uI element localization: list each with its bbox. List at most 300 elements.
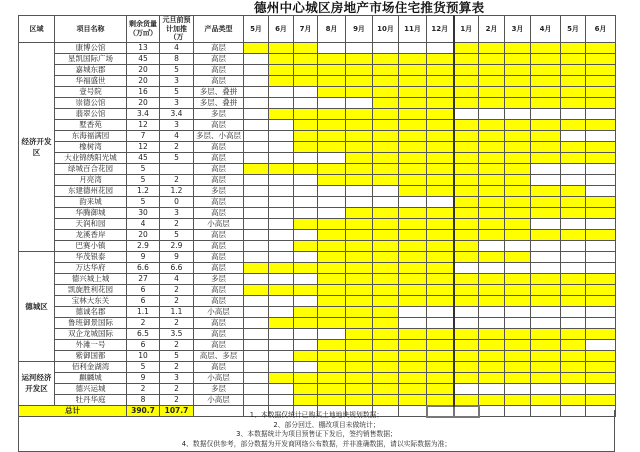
month-cell-scheduled[interactable] <box>373 361 399 372</box>
month-cell-empty[interactable] <box>244 185 269 196</box>
project-name-cell[interactable]: 德诚名郡 <box>55 306 127 317</box>
month-cell-scheduled[interactable] <box>454 141 479 152</box>
month-cell-empty[interactable] <box>586 251 616 262</box>
month-cell-scheduled[interactable] <box>427 339 454 350</box>
project-name-cell[interactable]: 龙溪香岸 <box>55 229 127 240</box>
month-cell-empty[interactable] <box>561 317 586 328</box>
month-cell-scheduled[interactable] <box>294 372 318 383</box>
product-type-cell[interactable]: 小高层 <box>194 218 244 229</box>
month-cell-empty[interactable] <box>244 130 269 141</box>
month-cell-empty[interactable] <box>586 218 616 229</box>
month-cell-empty[interactable] <box>505 240 531 251</box>
expected-cell[interactable]: 3.5 <box>160 328 194 339</box>
month-cell-scheduled[interactable] <box>294 119 318 130</box>
month-cell-empty[interactable] <box>505 383 531 394</box>
remaining-cell[interactable]: 30 <box>127 207 160 218</box>
month-cell-empty[interactable] <box>244 174 269 185</box>
remaining-cell[interactable]: 20 <box>127 64 160 75</box>
month-cell-scheduled[interactable] <box>244 42 269 53</box>
month-cell-scheduled[interactable] <box>479 196 505 207</box>
month-cell-empty[interactable] <box>505 306 531 317</box>
month-cell-scheduled[interactable] <box>294 163 318 174</box>
month-cell-scheduled[interactable] <box>346 207 373 218</box>
month-cell-scheduled[interactable] <box>427 163 454 174</box>
month-cell-empty[interactable] <box>294 152 318 163</box>
month-cell-scheduled[interactable] <box>454 196 479 207</box>
month-cell-scheduled[interactable] <box>454 251 479 262</box>
month-cell-scheduled[interactable] <box>427 108 454 119</box>
month-cell-scheduled[interactable] <box>269 108 294 119</box>
month-cell-empty[interactable] <box>269 218 294 229</box>
remaining-cell[interactable]: 13 <box>127 42 160 53</box>
expected-cell[interactable]: 2 <box>160 361 194 372</box>
month-cell-empty[interactable] <box>531 108 561 119</box>
month-cell-empty[interactable] <box>244 317 269 328</box>
month-cell-scheduled[interactable] <box>399 64 427 75</box>
month-cell-scheduled[interactable] <box>244 163 269 174</box>
month-cell-scheduled[interactable] <box>346 372 373 383</box>
month-cell-empty[interactable] <box>561 240 586 251</box>
month-cell-scheduled[interactable] <box>586 328 616 339</box>
month-cell-scheduled[interactable] <box>373 394 399 406</box>
expected-cell[interactable]: 4 <box>160 273 194 284</box>
month-cell-scheduled[interactable] <box>531 42 561 53</box>
month-cell-scheduled[interactable] <box>318 229 346 240</box>
product-type-cell[interactable]: 高层 <box>194 174 244 185</box>
month-cell-scheduled[interactable] <box>505 295 531 306</box>
remaining-cell[interactable]: 6 <box>127 295 160 306</box>
month-cell-scheduled[interactable] <box>586 350 616 361</box>
month-cell-empty[interactable] <box>318 328 346 339</box>
month-cell-scheduled[interactable] <box>505 394 531 406</box>
product-type-cell[interactable]: 高层 <box>194 229 244 240</box>
month-cell-scheduled[interactable] <box>346 141 373 152</box>
month-cell-scheduled[interactable] <box>505 196 531 207</box>
remaining-cell[interactable]: 20 <box>127 97 160 108</box>
month-cell-scheduled[interactable] <box>269 262 294 273</box>
month-cell-scheduled[interactable] <box>427 141 454 152</box>
month-cell-scheduled[interactable] <box>505 361 531 372</box>
product-type-cell[interactable]: 高层、多层 <box>194 350 244 361</box>
month-cell-scheduled[interactable] <box>399 119 427 130</box>
month-cell-scheduled[interactable] <box>561 229 586 240</box>
month-cell-scheduled[interactable] <box>479 185 505 196</box>
expected-cell[interactable]: 6.6 <box>160 262 194 273</box>
month-cell-empty[interactable] <box>269 350 294 361</box>
month-cell-scheduled[interactable] <box>454 350 479 361</box>
month-cell-scheduled[interactable] <box>373 75 399 86</box>
month-cell-empty[interactable] <box>561 251 586 262</box>
month-cell-empty[interactable] <box>294 273 318 284</box>
month-cell-scheduled[interactable] <box>346 273 373 284</box>
month-cell-empty[interactable] <box>586 240 616 251</box>
month-cell-empty[interactable] <box>244 350 269 361</box>
month-cell-scheduled[interactable] <box>479 53 505 64</box>
remaining-cell[interactable]: 27 <box>127 273 160 284</box>
month-cell-scheduled[interactable] <box>346 295 373 306</box>
month-cell-scheduled[interactable] <box>586 361 616 372</box>
month-cell-scheduled[interactable] <box>373 350 399 361</box>
month-cell-scheduled[interactable] <box>454 328 479 339</box>
month-cell-empty[interactable] <box>561 218 586 229</box>
month-cell-scheduled[interactable] <box>373 152 399 163</box>
month-cell-scheduled[interactable] <box>531 86 561 97</box>
month-cell-scheduled[interactable] <box>561 372 586 383</box>
project-name-cell[interactable]: 德兴城上城 <box>55 273 127 284</box>
month-cell-scheduled[interactable] <box>454 86 479 97</box>
month-cell-scheduled[interactable] <box>373 163 399 174</box>
month-cell-empty[interactable] <box>561 306 586 317</box>
month-cell-scheduled[interactable] <box>399 53 427 64</box>
month-cell-scheduled[interactable] <box>531 152 561 163</box>
month-cell-empty[interactable] <box>586 163 616 174</box>
month-cell-empty[interactable] <box>244 207 269 218</box>
project-name-cell[interactable]: 月亮湾 <box>55 174 127 185</box>
month-cell-scheduled[interactable] <box>586 372 616 383</box>
month-cell-scheduled[interactable] <box>399 163 427 174</box>
project-name-cell[interactable]: 崇德公馆 <box>55 97 127 108</box>
month-cell-empty[interactable] <box>269 229 294 240</box>
month-cell-scheduled[interactable] <box>294 394 318 406</box>
month-cell-empty[interactable] <box>269 207 294 218</box>
month-cell-scheduled[interactable] <box>399 273 427 284</box>
month-cell-scheduled[interactable] <box>318 163 346 174</box>
month-cell-scheduled[interactable] <box>346 361 373 372</box>
month-cell-empty[interactable] <box>269 130 294 141</box>
month-cell-scheduled[interactable] <box>318 372 346 383</box>
expected-cell[interactable]: 2 <box>160 383 194 394</box>
month-cell-empty[interactable] <box>427 306 454 317</box>
project-name-cell[interactable]: 东建德州花园 <box>55 185 127 196</box>
month-cell-scheduled[interactable] <box>479 251 505 262</box>
month-cell-empty[interactable] <box>561 108 586 119</box>
month-cell-scheduled[interactable] <box>427 218 454 229</box>
remaining-cell[interactable]: 20 <box>127 75 160 86</box>
project-name-cell[interactable]: 双企龙城国际 <box>55 328 127 339</box>
month-cell-scheduled[interactable] <box>346 108 373 119</box>
expected-cell[interactable]: 8 <box>160 53 194 64</box>
remaining-cell[interactable]: 5 <box>127 174 160 185</box>
month-cell-empty[interactable] <box>294 339 318 350</box>
expected-cell[interactable]: 5 <box>160 229 194 240</box>
month-cell-scheduled[interactable] <box>244 284 269 295</box>
month-cell-scheduled[interactable] <box>505 86 531 97</box>
month-cell-scheduled[interactable] <box>505 284 531 295</box>
month-cell-empty[interactable] <box>244 328 269 339</box>
month-cell-empty[interactable] <box>586 306 616 317</box>
month-cell-scheduled[interactable] <box>479 42 505 53</box>
month-cell-scheduled[interactable] <box>561 97 586 108</box>
month-cell-scheduled[interactable] <box>399 152 427 163</box>
month-cell-scheduled[interactable] <box>505 130 531 141</box>
product-type-cell[interactable]: 高层 <box>194 328 244 339</box>
month-cell-scheduled[interactable] <box>479 163 505 174</box>
month-cell-scheduled[interactable] <box>586 394 616 406</box>
month-cell-empty[interactable] <box>479 317 505 328</box>
month-cell-scheduled[interactable] <box>373 64 399 75</box>
month-cell-empty[interactable] <box>294 86 318 97</box>
product-type-cell[interactable]: 小高层 <box>194 394 244 406</box>
month-cell-empty[interactable] <box>244 53 269 64</box>
month-cell-scheduled[interactable] <box>373 317 399 328</box>
remaining-cell[interactable]: 1.1 <box>127 306 160 317</box>
expected-cell[interactable]: 3 <box>160 75 194 86</box>
month-cell-empty[interactable] <box>294 251 318 262</box>
month-cell-scheduled[interactable] <box>427 185 454 196</box>
remaining-cell[interactable]: 6.6 <box>127 262 160 273</box>
month-cell-scheduled[interactable] <box>318 240 346 251</box>
expected-cell[interactable]: 1.2 <box>160 185 194 196</box>
project-name-cell[interactable]: 天润和园 <box>55 218 127 229</box>
month-cell-scheduled[interactable] <box>531 64 561 75</box>
month-cell-scheduled[interactable] <box>399 251 427 262</box>
month-cell-scheduled[interactable] <box>531 328 561 339</box>
month-cell-scheduled[interactable] <box>479 394 505 406</box>
month-cell-empty[interactable] <box>244 372 269 383</box>
month-cell-scheduled[interactable] <box>399 108 427 119</box>
expected-cell[interactable] <box>160 163 194 174</box>
month-cell-scheduled[interactable] <box>561 361 586 372</box>
month-cell-scheduled[interactable] <box>373 130 399 141</box>
month-cell-scheduled[interactable] <box>454 75 479 86</box>
month-cell-scheduled[interactable] <box>505 141 531 152</box>
month-cell-empty[interactable] <box>427 317 454 328</box>
month-cell-scheduled[interactable] <box>427 251 454 262</box>
remaining-cell[interactable]: 2 <box>127 317 160 328</box>
month-cell-empty[interactable] <box>244 394 269 406</box>
month-cell-scheduled[interactable] <box>318 119 346 130</box>
expected-cell[interactable]: 4 <box>160 130 194 141</box>
month-cell-scheduled[interactable] <box>318 284 346 295</box>
month-cell-empty[interactable] <box>269 273 294 284</box>
month-cell-empty[interactable] <box>561 163 586 174</box>
month-cell-scheduled[interactable] <box>294 75 318 86</box>
month-cell-scheduled[interactable] <box>561 328 586 339</box>
month-cell-empty[interactable] <box>505 317 531 328</box>
project-name-cell[interactable]: 康博公馆 <box>55 42 127 53</box>
month-cell-scheduled[interactable] <box>531 119 561 130</box>
month-cell-scheduled[interactable] <box>505 185 531 196</box>
month-cell-scheduled[interactable] <box>561 339 586 350</box>
month-cell-empty[interactable] <box>269 295 294 306</box>
project-name-cell[interactable]: 华腾御城 <box>55 207 127 218</box>
month-cell-scheduled[interactable] <box>373 229 399 240</box>
month-cell-scheduled[interactable] <box>427 273 454 284</box>
month-cell-scheduled[interactable] <box>346 218 373 229</box>
month-cell-empty[interactable] <box>244 97 269 108</box>
month-cell-empty[interactable] <box>294 207 318 218</box>
month-cell-scheduled[interactable] <box>561 86 586 97</box>
month-cell-scheduled[interactable] <box>479 207 505 218</box>
month-cell-empty[interactable] <box>454 317 479 328</box>
expected-cell[interactable]: 2 <box>160 394 194 406</box>
project-name-cell[interactable]: 翡翠公馆 <box>55 108 127 119</box>
project-name-cell[interactable]: 紫御国都 <box>55 350 127 361</box>
month-cell-empty[interactable] <box>346 185 373 196</box>
month-cell-scheduled[interactable] <box>318 339 346 350</box>
month-cell-scheduled[interactable] <box>399 372 427 383</box>
month-cell-empty[interactable] <box>244 152 269 163</box>
month-cell-scheduled[interactable] <box>479 119 505 130</box>
remaining-cell[interactable]: 4 <box>127 218 160 229</box>
month-cell-scheduled[interactable] <box>479 229 505 240</box>
month-cell-empty[interactable] <box>586 174 616 185</box>
project-name-cell[interactable]: 鲁班御景国际 <box>55 317 127 328</box>
month-cell-scheduled[interactable] <box>479 361 505 372</box>
month-cell-scheduled[interactable] <box>269 64 294 75</box>
month-cell-scheduled[interactable] <box>244 262 269 273</box>
month-cell-scheduled[interactable] <box>318 262 346 273</box>
month-cell-scheduled[interactable] <box>479 295 505 306</box>
month-cell-empty[interactable] <box>586 317 616 328</box>
product-type-cell[interactable]: 高层 <box>194 141 244 152</box>
month-cell-scheduled[interactable] <box>373 119 399 130</box>
month-cell-scheduled[interactable] <box>399 229 427 240</box>
month-cell-scheduled[interactable] <box>318 86 346 97</box>
month-cell-scheduled[interactable] <box>479 328 505 339</box>
remaining-cell[interactable]: 6 <box>127 284 160 295</box>
month-cell-empty[interactable] <box>244 383 269 394</box>
month-cell-scheduled[interactable] <box>586 273 616 284</box>
month-cell-scheduled[interactable] <box>269 163 294 174</box>
project-name-cell[interactable]: 凯旋胜利花园 <box>55 284 127 295</box>
expected-cell[interactable]: 2 <box>160 295 194 306</box>
month-cell-empty[interactable] <box>294 361 318 372</box>
month-cell-scheduled[interactable] <box>427 262 454 273</box>
month-cell-scheduled[interactable] <box>427 119 454 130</box>
month-cell-empty[interactable] <box>244 119 269 130</box>
month-cell-empty[interactable] <box>244 273 269 284</box>
expected-cell[interactable]: 1.1 <box>160 306 194 317</box>
month-cell-empty[interactable] <box>269 174 294 185</box>
month-cell-scheduled[interactable] <box>454 218 479 229</box>
month-cell-scheduled[interactable] <box>479 152 505 163</box>
month-cell-empty[interactable] <box>318 196 346 207</box>
month-cell-scheduled[interactable] <box>318 141 346 152</box>
month-cell-scheduled[interactable] <box>294 64 318 75</box>
month-cell-scheduled[interactable] <box>454 229 479 240</box>
month-cell-empty[interactable] <box>427 196 454 207</box>
expected-cell[interactable]: 2 <box>160 174 194 185</box>
month-cell-scheduled[interactable] <box>318 295 346 306</box>
month-cell-scheduled[interactable] <box>454 207 479 218</box>
month-cell-scheduled[interactable] <box>586 42 616 53</box>
month-cell-scheduled[interactable] <box>294 262 318 273</box>
month-cell-scheduled[interactable] <box>294 350 318 361</box>
month-cell-empty[interactable] <box>505 262 531 273</box>
month-cell-scheduled[interactable] <box>586 152 616 163</box>
month-cell-scheduled[interactable] <box>346 394 373 406</box>
month-cell-scheduled[interactable] <box>505 339 531 350</box>
remaining-cell[interactable]: 5 <box>127 361 160 372</box>
month-cell-scheduled[interactable] <box>586 295 616 306</box>
month-cell-empty[interactable] <box>531 262 561 273</box>
month-cell-scheduled[interactable] <box>427 64 454 75</box>
month-cell-empty[interactable] <box>427 42 454 53</box>
month-cell-scheduled[interactable] <box>373 97 399 108</box>
month-cell-scheduled[interactable] <box>373 295 399 306</box>
month-cell-empty[interactable] <box>269 141 294 152</box>
month-cell-empty[interactable] <box>479 306 505 317</box>
month-cell-scheduled[interactable] <box>373 273 399 284</box>
project-name-cell[interactable]: 外滩一号 <box>55 339 127 350</box>
product-type-cell[interactable]: 高层 <box>194 207 244 218</box>
expected-cell[interactable]: 5 <box>160 152 194 163</box>
month-cell-scheduled[interactable] <box>586 284 616 295</box>
month-cell-scheduled[interactable] <box>399 295 427 306</box>
month-cell-empty[interactable] <box>346 42 373 53</box>
month-cell-scheduled[interactable] <box>346 174 373 185</box>
month-cell-scheduled[interactable] <box>454 97 479 108</box>
month-cell-scheduled[interactable] <box>427 240 454 251</box>
month-cell-scheduled[interactable] <box>346 339 373 350</box>
month-cell-empty[interactable] <box>244 108 269 119</box>
month-cell-scheduled[interactable] <box>427 152 454 163</box>
month-cell-scheduled[interactable] <box>454 130 479 141</box>
month-cell-empty[interactable] <box>269 185 294 196</box>
month-cell-scheduled[interactable] <box>399 240 427 251</box>
project-name-cell[interactable]: 橡树湾 <box>55 141 127 152</box>
project-name-cell[interactable]: 韵来城 <box>55 196 127 207</box>
month-cell-scheduled[interactable] <box>531 130 561 141</box>
month-cell-scheduled[interactable] <box>505 350 531 361</box>
month-cell-scheduled[interactable] <box>318 361 346 372</box>
month-cell-scheduled[interactable] <box>479 141 505 152</box>
month-cell-scheduled[interactable] <box>294 130 318 141</box>
month-cell-scheduled[interactable] <box>454 372 479 383</box>
month-cell-scheduled[interactable] <box>346 152 373 163</box>
month-cell-empty[interactable] <box>294 196 318 207</box>
month-cell-scheduled[interactable] <box>294 284 318 295</box>
product-type-cell[interactable]: 高层 <box>194 295 244 306</box>
month-cell-scheduled[interactable] <box>531 185 561 196</box>
month-cell-empty[interactable] <box>531 306 561 317</box>
month-cell-scheduled[interactable] <box>318 383 346 394</box>
month-cell-scheduled[interactable] <box>373 86 399 97</box>
month-cell-empty[interactable] <box>586 383 616 394</box>
month-cell-scheduled[interactable] <box>373 207 399 218</box>
month-cell-empty[interactable] <box>561 383 586 394</box>
month-cell-scheduled[interactable] <box>479 350 505 361</box>
month-cell-scheduled[interactable] <box>531 75 561 86</box>
month-cell-scheduled[interactable] <box>269 372 294 383</box>
month-cell-scheduled[interactable] <box>399 394 427 406</box>
month-cell-scheduled[interactable] <box>399 97 427 108</box>
month-cell-scheduled[interactable] <box>479 284 505 295</box>
month-cell-scheduled[interactable] <box>373 284 399 295</box>
month-cell-empty[interactable] <box>346 97 373 108</box>
month-cell-scheduled[interactable] <box>318 108 346 119</box>
remaining-cell[interactable]: 2.9 <box>127 240 160 251</box>
month-cell-scheduled[interactable] <box>505 75 531 86</box>
month-cell-scheduled[interactable] <box>531 295 561 306</box>
month-cell-scheduled[interactable] <box>269 284 294 295</box>
month-cell-empty[interactable] <box>531 251 561 262</box>
month-cell-scheduled[interactable] <box>318 64 346 75</box>
month-cell-scheduled[interactable] <box>373 262 399 273</box>
month-cell-scheduled[interactable] <box>505 218 531 229</box>
month-cell-scheduled[interactable] <box>373 328 399 339</box>
month-cell-scheduled[interactable] <box>294 53 318 64</box>
month-cell-scheduled[interactable] <box>531 141 561 152</box>
month-cell-scheduled[interactable] <box>269 42 294 53</box>
month-cell-scheduled[interactable] <box>586 64 616 75</box>
month-cell-empty[interactable] <box>505 108 531 119</box>
product-type-cell[interactable]: 多层 <box>194 108 244 119</box>
month-cell-empty[interactable] <box>454 262 479 273</box>
month-cell-scheduled[interactable] <box>346 284 373 295</box>
month-cell-scheduled[interactable] <box>454 42 479 53</box>
